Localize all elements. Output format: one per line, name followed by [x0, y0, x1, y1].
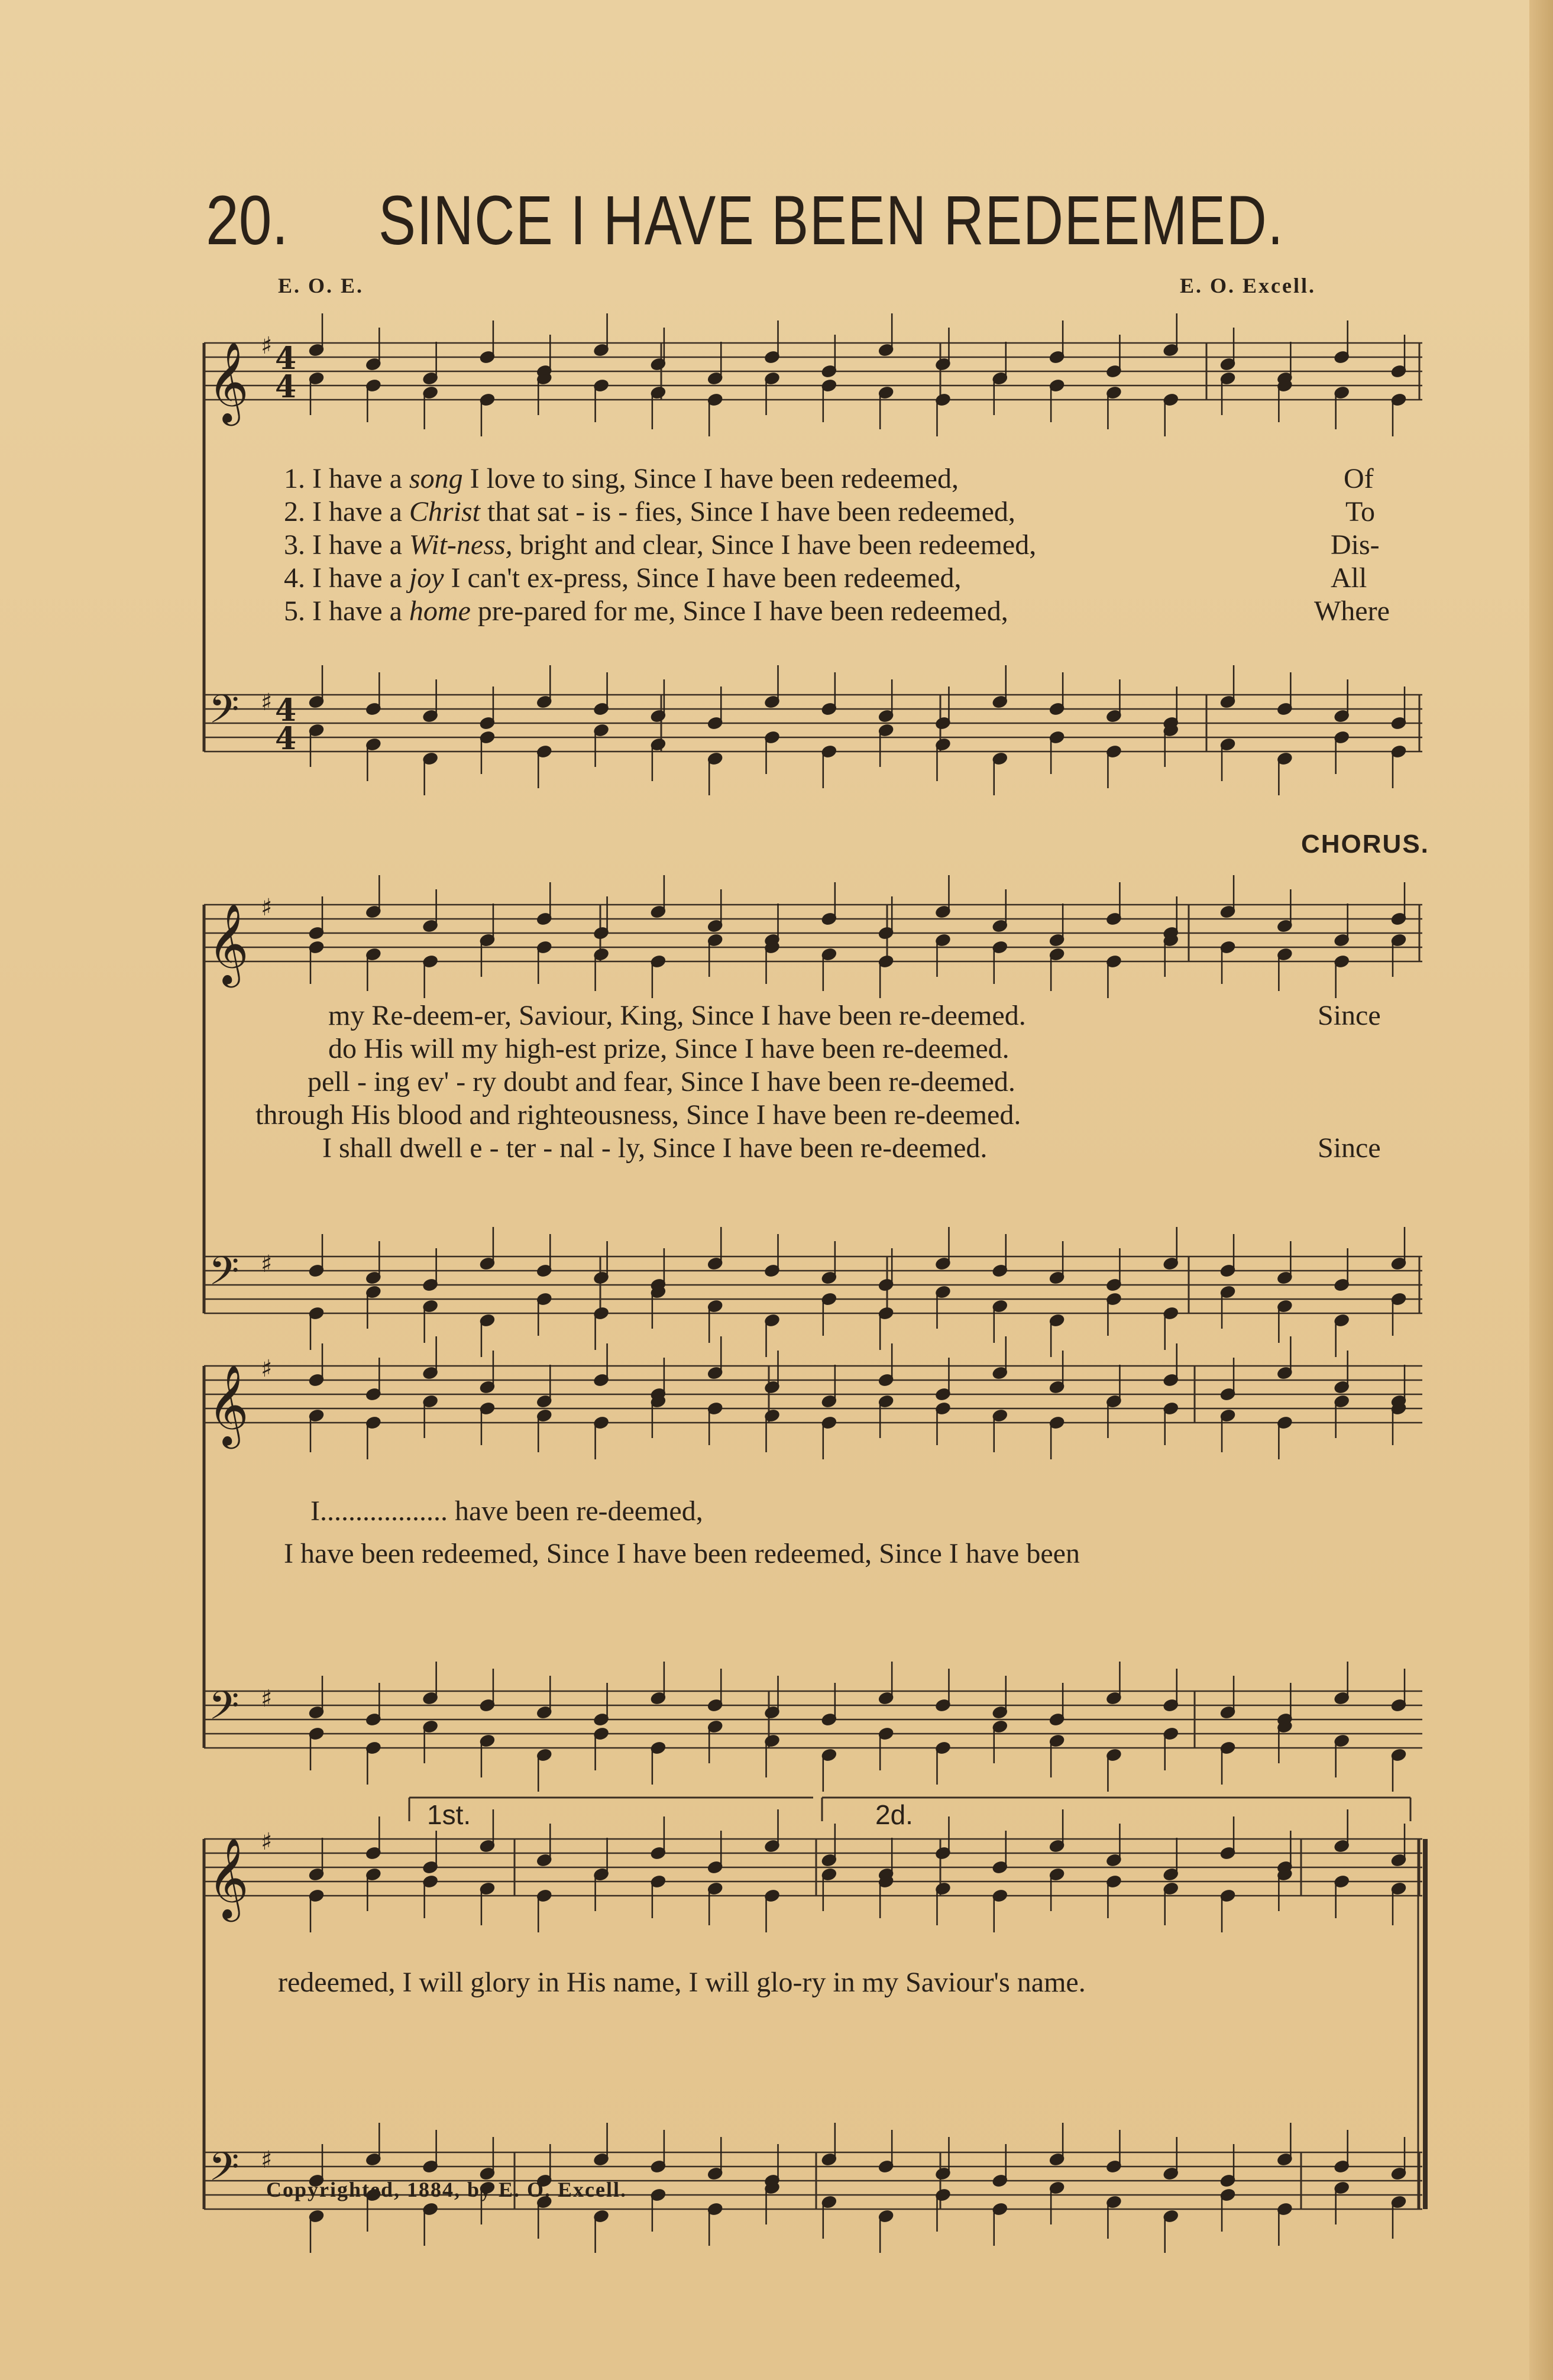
time-signature-digit: 4 — [275, 692, 297, 728]
verse-2-pickup: To — [1345, 496, 1375, 527]
bass-clef-icon: 𝄢 — [209, 687, 240, 741]
chorus-line-1: I.................. have been re-deemed, — [310, 1495, 703, 1527]
first-ending-label: 1st. — [427, 1799, 471, 1830]
verse-5-emphasis: home — [409, 595, 471, 627]
verse-1-pickup: Of — [1344, 463, 1374, 494]
verse-3-start: 3. I have a — [284, 529, 402, 561]
verse-1-line-a — [284, 462, 959, 495]
verse-5-pickup: Where — [1314, 595, 1390, 627]
copyright-notice: Copyrighted, 1884, by E. O. Excell. — [266, 2178, 627, 2201]
chorus-line-2: I have been redeemed, Since I have been redeemed, Since I have been — [284, 1538, 1080, 1569]
time-signature-digit: 4 — [275, 721, 297, 757]
key-sharp-icon: ♯ — [261, 689, 273, 716]
verse-1-rest: I love to sing, Since I have been redeemed, — [470, 463, 959, 494]
verse-4-start: 4. I have a — [284, 562, 402, 594]
lyricist: E. O. E. — [278, 274, 364, 297]
verse-3-emphasis: Wit-ness, — [409, 529, 513, 561]
verse-1-start: 1. I have a — [284, 463, 402, 494]
key-sharp-icon: ♯ — [261, 2146, 273, 2174]
verse-3-line-a — [284, 529, 1036, 561]
verse-5-chorus-pickup: Since — [1318, 1132, 1381, 1164]
composer: E. O. Excell. — [1180, 274, 1316, 297]
bass-clef-icon: 𝄢 — [209, 2144, 240, 2199]
chorus-line-3: redeemed, I will glory in His name, I will glo-ry in my Saviour's name. — [278, 1967, 1086, 1998]
chorus-label: CHORUS. — [1301, 830, 1429, 859]
verse-2-line-a — [284, 496, 1015, 528]
verse-5-rest: pre-pared for me, Since I have been redeemed, — [477, 595, 1008, 627]
treble-clef-icon: 𝄞 — [208, 341, 249, 422]
verse-5-start: 5. I have a — [284, 595, 402, 627]
treble-clef-icon: 𝄞 — [208, 1364, 249, 1445]
verse-1-line-b: my Re-deem-er, Saviour, King, Since I have been re-deemed. — [328, 1000, 1026, 1031]
time-signature-digit: 4 — [275, 341, 297, 377]
verse-3-line-b: pell - ing ev' - ry doubt and fear, Since I have been re-deemed. — [308, 1066, 1015, 1097]
bass-clef-icon: 𝄢 — [209, 1248, 240, 1303]
hymn-number: 20. — [206, 182, 289, 260]
verse-1-chorus-pickup: Since — [1318, 1000, 1381, 1031]
verse-2-rest: that sat - is - fies, Since I have been redeemed, — [487, 496, 1015, 527]
key-sharp-icon: ♯ — [261, 1828, 273, 1856]
verse-3-pickup: Dis- — [1331, 529, 1380, 561]
verse-2-emphasis: Christ — [409, 496, 480, 527]
treble-clef-icon: 𝄞 — [208, 902, 249, 984]
verse-4-line-b: through His blood and righteousness, Since I have been re-deemed. — [255, 1099, 1021, 1131]
key-sharp-icon: ♯ — [261, 1685, 273, 1712]
verse-3-rest: bright and clear, Since I have been redeemed, — [519, 529, 1037, 561]
treble-clef-icon: 𝄞 — [208, 1837, 249, 1918]
verse-2-start: 2. I have a — [284, 496, 402, 527]
key-sharp-icon: ♯ — [261, 1251, 273, 1278]
bass-clef-icon: 𝄢 — [209, 1683, 240, 1738]
verse-1-emphasis: song — [409, 463, 463, 494]
verse-4-emphasis: joy — [409, 562, 444, 594]
verse-4-rest: I can't ex-press, Since I have been redeemed, — [451, 562, 962, 594]
time-signature-digit: 4 — [275, 369, 297, 405]
key-sharp-icon: ♯ — [261, 332, 273, 360]
verse-4-line-a — [284, 562, 961, 594]
verse-2-line-b: do His will my high-est prize, Since I have been re-deemed. — [328, 1033, 1010, 1064]
hymn-title: SINCE I HAVE BEEN REDEEMED. — [378, 182, 1285, 260]
verse-5-line-a — [284, 595, 1008, 627]
verse-4-pickup: All — [1331, 562, 1367, 594]
second-ending-label: 2d. — [875, 1799, 913, 1830]
key-sharp-icon: ♯ — [261, 894, 273, 921]
key-sharp-icon: ♯ — [261, 1355, 273, 1382]
verse-5-line-b: I shall dwell e - ter - nal - ly, Since I have been re-deemed. — [322, 1132, 988, 1164]
